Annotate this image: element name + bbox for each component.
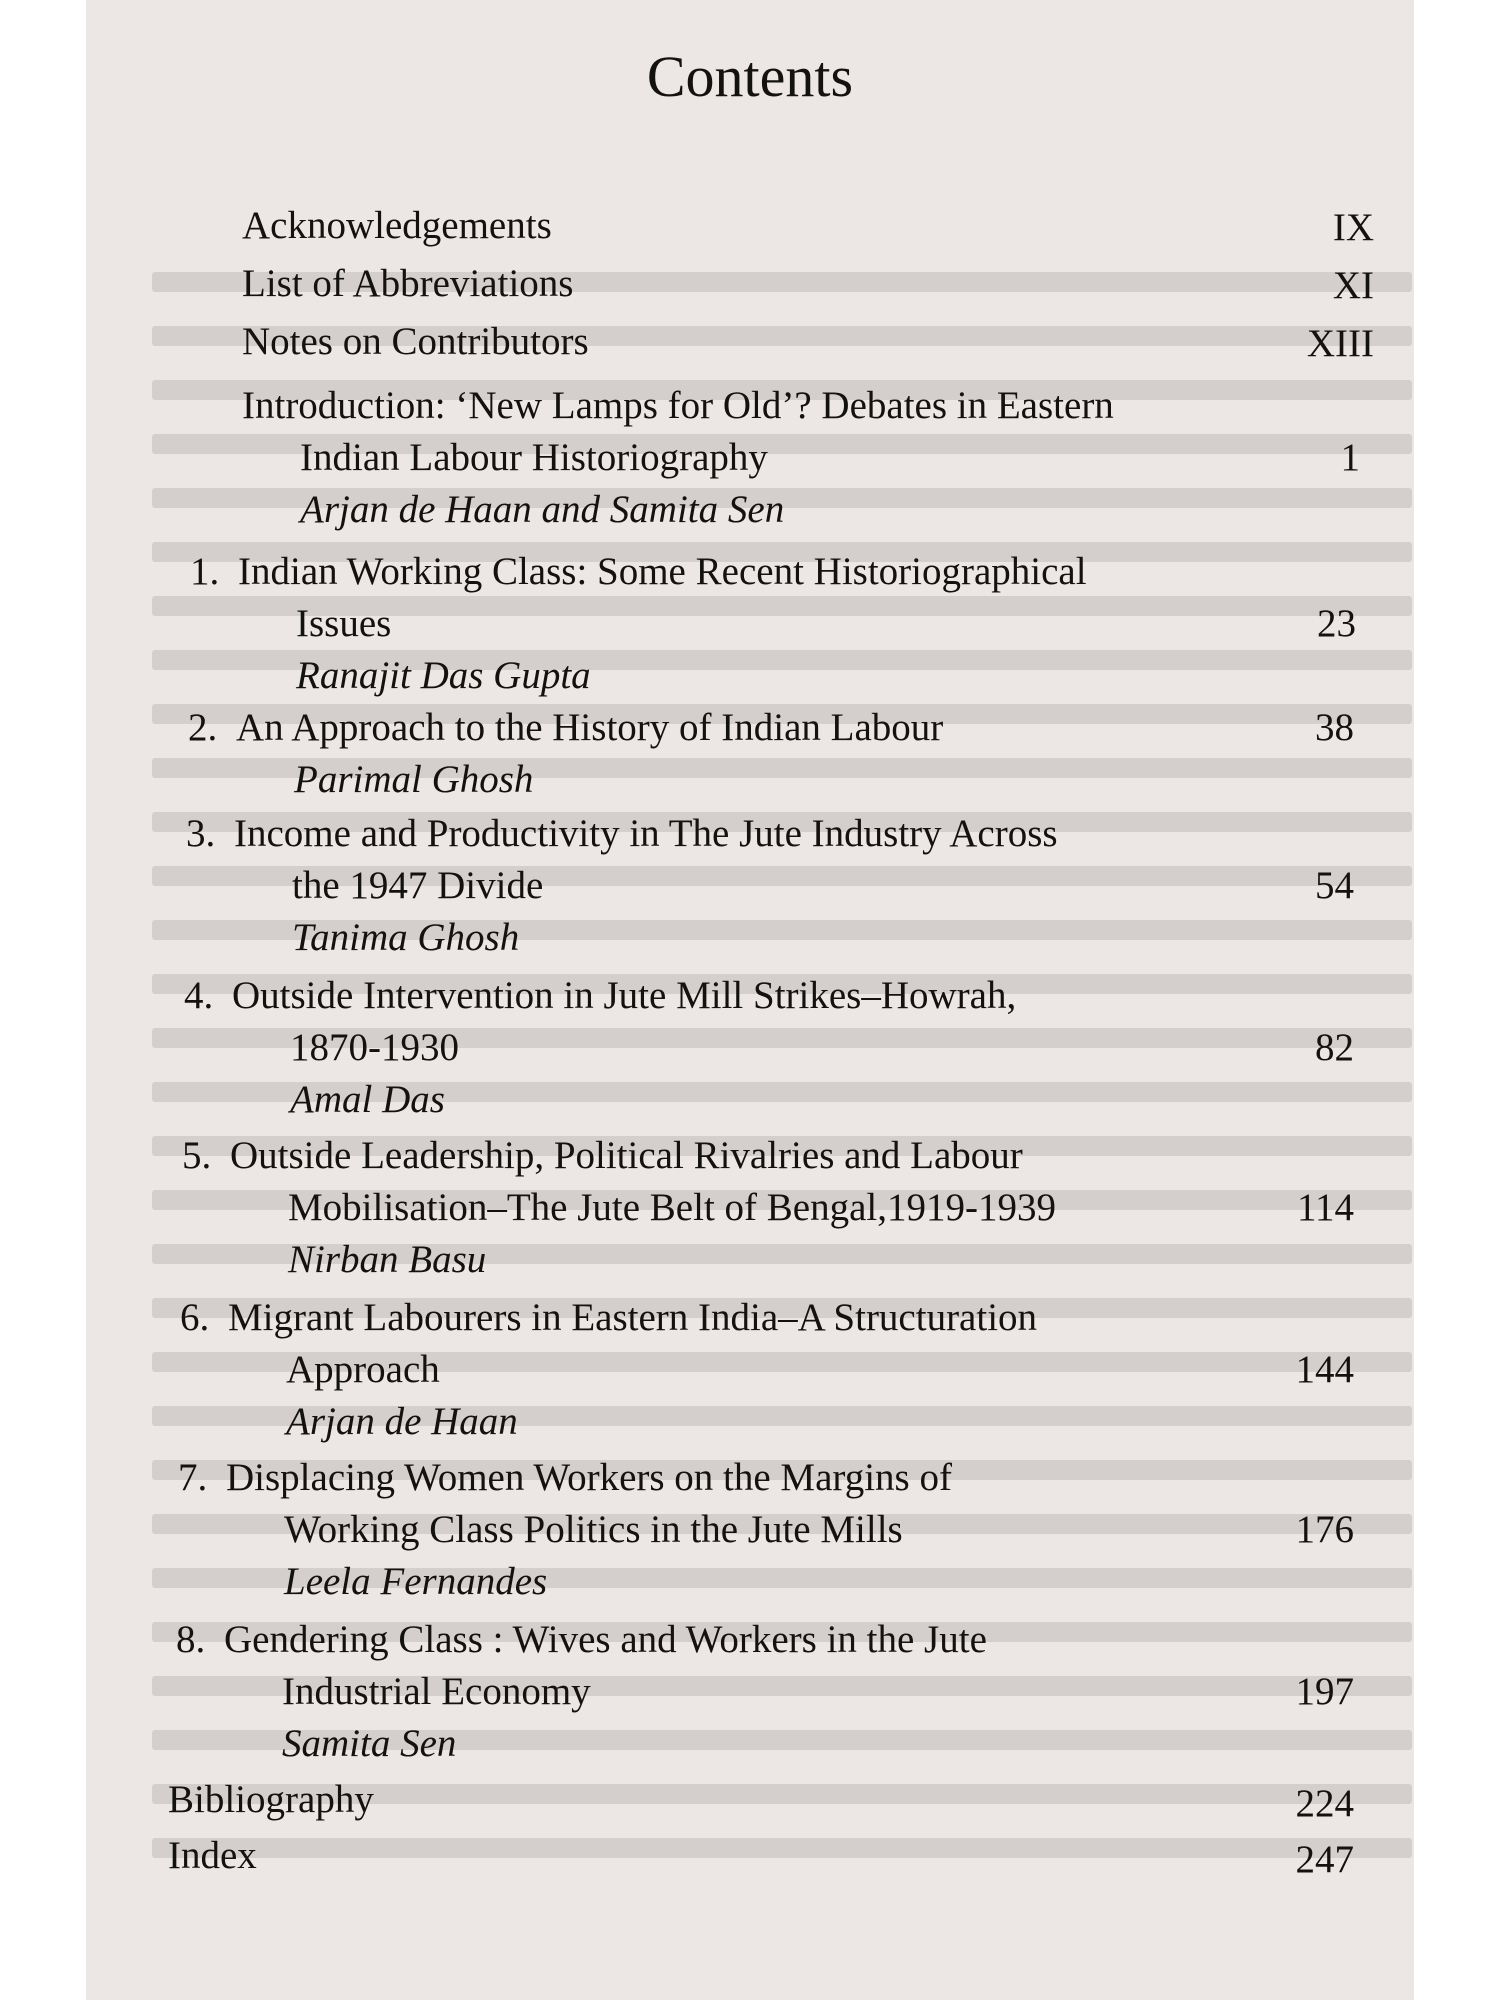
page-number: IX — [1332, 206, 1374, 249]
page-number: 38 — [1315, 706, 1354, 749]
entry-author: Arjan de Haan and Samita Sen — [300, 488, 785, 531]
chapter-number: 2. — [188, 706, 218, 749]
chapter-number: 3. — [186, 812, 216, 855]
entry-title-line: Income and Productivity in The Jute Industry Across — [234, 812, 1058, 855]
entry-title-line: Working Class Politics in the Jute Mills — [284, 1508, 903, 1551]
page-number: 82 — [1315, 1026, 1354, 1069]
page-number: 23 — [1317, 602, 1356, 645]
entry-title-line: Gendering Class : Wives and Workers in the Jute — [224, 1618, 987, 1661]
toc-entry-chapter-2[interactable] — [188, 702, 943, 806]
chapter-number: 4. — [184, 974, 214, 1017]
entry-label: List of Abbreviations — [242, 262, 574, 305]
ghost-line — [152, 1838, 1412, 1858]
toc-entry-chapter-4[interactable] — [184, 970, 1016, 1126]
entry-label: Bibliography — [168, 1778, 374, 1821]
entry-author: Amal Das — [290, 1078, 445, 1121]
page-number: XIII — [1306, 322, 1374, 365]
toc-entry-acknowledgements[interactable] — [242, 200, 552, 252]
entry-title-line: Industrial Economy — [282, 1670, 591, 1713]
entry-title-line: Issues — [296, 602, 392, 645]
toc-entry-bibliography[interactable] — [168, 1774, 374, 1826]
entry-author: Samita Sen — [282, 1722, 457, 1765]
entry-title-line: Outside Intervention in Jute Mill Strikes–Howrah, — [232, 974, 1017, 1017]
entry-author: Ranajit Das Gupta — [296, 654, 591, 697]
page-number: XI — [1332, 264, 1374, 307]
entry-title-line: An Approach to the History of Indian Labour — [236, 706, 944, 749]
entry-author: Arjan de Haan — [286, 1400, 518, 1443]
entry-label: Acknowledgements — [242, 204, 552, 247]
toc-entry-chapter-8[interactable] — [176, 1614, 987, 1770]
chapter-number: 1. — [190, 550, 220, 593]
page-number: 144 — [1295, 1348, 1354, 1391]
page-number: 247 — [1295, 1838, 1354, 1881]
entry-title-line: Approach — [286, 1348, 440, 1391]
chapter-number: 7. — [178, 1456, 208, 1499]
entry-label: Notes on Contributors — [242, 320, 589, 363]
chapter-number: 6. — [180, 1296, 210, 1339]
entry-author: Leela Fernandes — [284, 1560, 548, 1603]
entry-title-line: Outside Leadership, Political Rivalries and Labour — [230, 1134, 1023, 1177]
entry-author: Tanima Ghosh — [292, 916, 520, 959]
entry-title-line: the 1947 Divide — [292, 864, 544, 907]
page-number: 54 — [1315, 864, 1354, 907]
book-page — [86, 0, 1414, 2000]
entry-title-line: Migrant Labourers in Eastern India–A Structuration — [228, 1296, 1038, 1339]
toc-entry-chapter-6[interactable] — [180, 1292, 1037, 1448]
entry-title-line: Indian Working Class: Some Recent Historiographical — [238, 550, 1087, 593]
toc-entry-chapter-3[interactable] — [186, 808, 1058, 964]
toc-entry-index[interactable] — [168, 1830, 257, 1882]
page-number: 1 — [1340, 436, 1360, 479]
toc-entry-chapter-7[interactable] — [178, 1452, 952, 1608]
page-title: Contents — [646, 44, 854, 109]
entry-title-line: 1870-1930 — [290, 1026, 459, 1069]
entry-title-line: Mobilisation–The Jute Belt of Bengal,1919-1939 — [288, 1186, 1056, 1229]
entry-author: Parimal Ghosh — [294, 758, 534, 801]
entry-author: Nirban Basu — [288, 1238, 487, 1281]
toc-entry-contributors[interactable] — [242, 316, 589, 368]
entry-title-line: Indian Labour Historiography — [300, 436, 768, 479]
entry-label: Index — [168, 1834, 257, 1877]
entry-title-line: Displacing Women Workers on the Margins of — [226, 1456, 952, 1499]
toc-entry-abbreviations[interactable] — [242, 258, 573, 310]
page-number: 176 — [1295, 1508, 1354, 1551]
toc-entry-chapter-5[interactable] — [182, 1130, 1056, 1286]
page-number: 224 — [1295, 1782, 1354, 1825]
page-number: 114 — [1296, 1186, 1354, 1229]
chapter-number: 5. — [182, 1134, 212, 1177]
page-number: 197 — [1295, 1670, 1354, 1713]
toc-entry-chapter-1[interactable] — [190, 546, 1087, 702]
toc-entry-introduction[interactable] — [242, 380, 1114, 536]
entry-title-line: Introduction: ‘New Lamps for Old’? Debates in Eastern — [242, 384, 1114, 427]
chapter-number: 8. — [176, 1618, 206, 1661]
